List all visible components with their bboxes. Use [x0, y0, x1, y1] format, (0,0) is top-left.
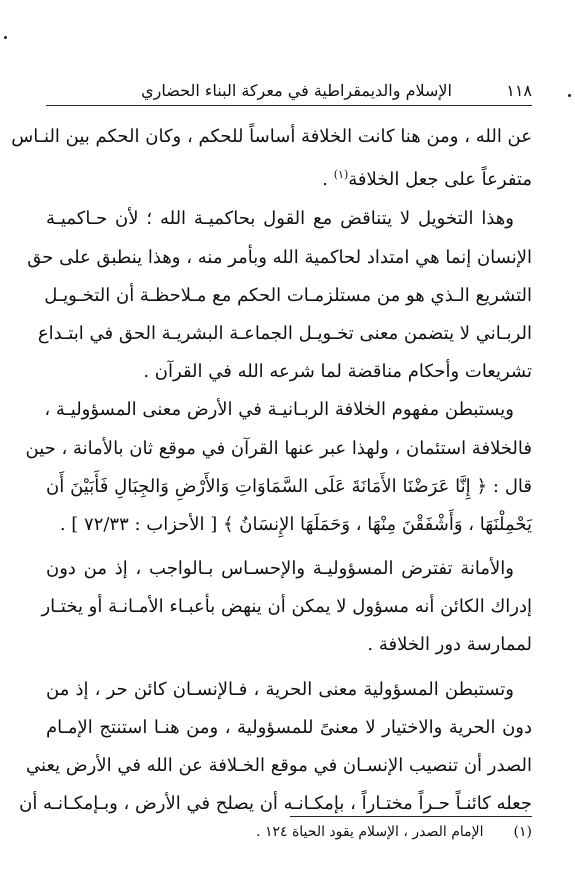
page-number: ١١٨ [506, 81, 532, 100]
page-header [46, 80, 532, 102]
text-line: الصدر أن تنصيب الإنسـان في موقع الخـلافة عن الله في الأرض يعني [26, 755, 532, 776]
text-line: دون الحرية والاختيار لا معنىً للمسؤولية ، ومن هنـا استنتج الإمـام [46, 716, 532, 738]
text-line: الإنسان إنما هي امتداد لحاكمية الله وبأمر منه ، وهذا ينطبق على حق [27, 246, 532, 268]
footnote-reference: (١) [333, 168, 349, 182]
margin-mark-right [568, 94, 571, 97]
text-line: الربـاني لا يتضمن معنى تخـويـل الجماعـة البشريـة الحق في ابتـداع [37, 322, 532, 344]
footnote-marker: (١) [513, 824, 532, 840]
text-line [46, 156, 532, 194]
quran-verse-line: يَحْمِلْنَهَا ، وَأَشْفَقْنَ مِنْهَا ، وَحَمَلَهَا الإِنسَانُ ﴾ [ الأحزاب : ٧٢/٣٣ ] . [59, 513, 532, 535]
footnote-rule [290, 816, 532, 817]
text-line-main: متفرعاً على جعل الخلافة [348, 169, 532, 191]
quran-verse-line: قال : ﴿ إِنَّا عَرَضْنَا الأَمَانَةَ عَلَى السَّمَاوَاتِ وَالأَرْضِ وَالجِبَالِ فَأَبَيْنَ أَن [46, 475, 532, 497]
text-line: عن الله ، ومن هنا كانت الخلافة أساساً للحكم ، وكان الحكم بين النـاس [11, 126, 532, 147]
body-text [11, 118, 532, 823]
text-line: جعله كائنـاً حـراً مختـاراً ، بإمكـانـه أن يصلح في الأرض ، وبـإمكـانـه أن [19, 793, 532, 815]
text-line: فالخلافة استئمان ، ولهذا عبر عنها القرآن في موقع ثان بالأمانة ، حين [25, 437, 532, 459]
running-title: الإسلام والديمقراطية في معركة البناء الحضاري [141, 81, 452, 100]
text-line: ويستبطن مفهوم الخلافة الربـانيـة في الأرض معنى المسؤوليـة ، [44, 399, 514, 421]
text-line: وتستبطن المسؤولية معنى الحرية ، فـالإنسـان كائن حر ، إذ من [46, 678, 514, 700]
footnote-text: الإمام الصدر ، الإسلام يقود الحياة ١٢٤ . [256, 824, 484, 840]
text-line: تشريعات وأحكام مناقضة لما شرعه الله في القرآن . [143, 361, 532, 383]
header-rule [46, 105, 532, 106]
text-line: لممارسة دور الخلافة . [367, 634, 532, 656]
footnote [46, 820, 532, 844]
margin-mark-top [4, 36, 7, 39]
text-line-tail: . [322, 169, 334, 191]
text-line: إدراك الكائن أنه مسؤول لا يمكن أن ينهض بأعبـاء الأمـانـة أو يختـار [41, 596, 532, 618]
text-line: وهذا التخويل لا يتناقض مع القول بحاكميـة الله ؛ لأن حـاكميـة [46, 208, 514, 230]
text-line: والأمانة تفترض المسؤوليـة والإحسـاس بـالواجب ، إذ من دون [46, 558, 514, 580]
text-line: التشريع الـذي هو من مستلزمـات الحكم مع مـلاحظـة أن التخـويـل [44, 284, 532, 306]
